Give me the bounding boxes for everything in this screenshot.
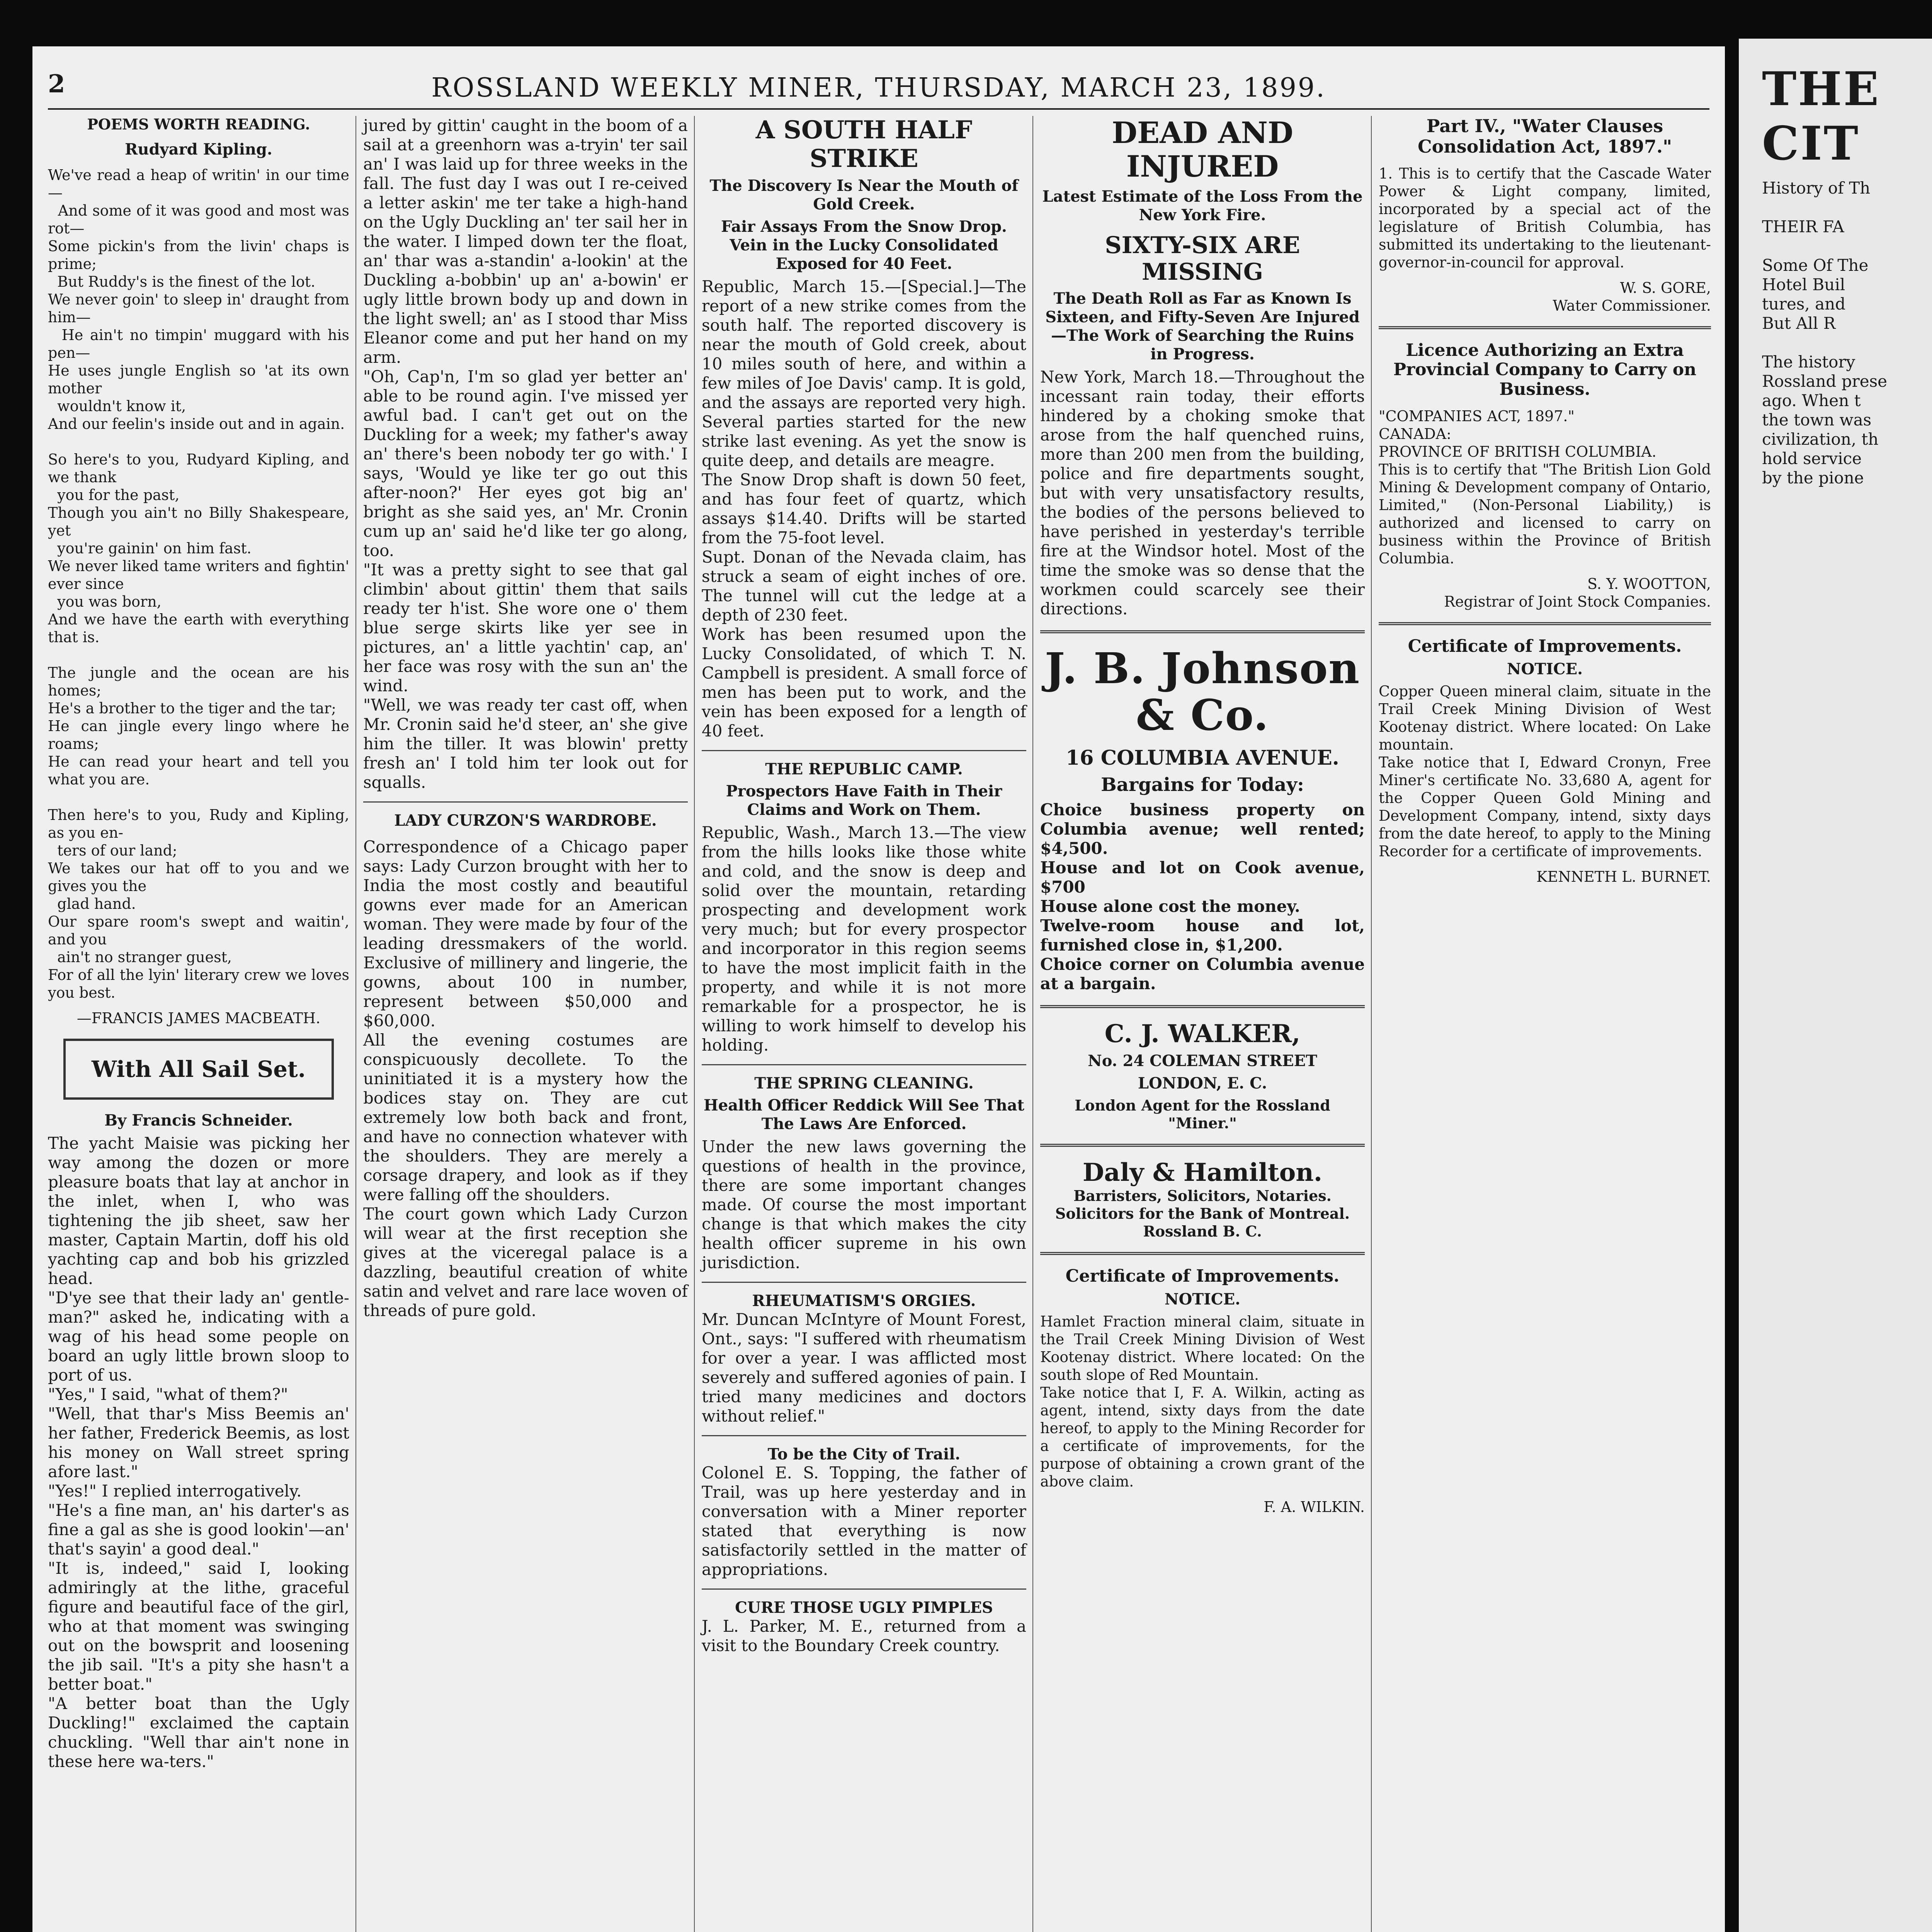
article-text: Under the new laws governing the questions of health in the province, there are some important changes made. Of course the most important change is that which makes the city health officer supreme in his own jurisdiction.	[702, 1137, 1032, 1272]
notice-heading: Part IV., "Water Clauses Consolidation Act, 1897."	[1417, 116, 1672, 157]
divider	[702, 1064, 1026, 1065]
page-number: 2	[48, 70, 65, 99]
article-text: Colonel E. S. Topping, the father of Trail, was up here yesterday and in conversation with a Miner reporter stated that everything is now satisfactorily settled in the matter of appropriations.	[702, 1463, 1032, 1579]
ad-text: Choice business property on Columbia avenue; well rented; $4,500. House and lot on Cook avenue, $700 House alone cost the money. Twelve-room house and lot, furnished close in, $1,200. Choice corner on Columbia avenue at a bargain.	[1040, 800, 1365, 993]
divider	[702, 1435, 1026, 1436]
ad-tagline: Bargains for Today:	[1101, 774, 1304, 796]
story-continued-text: jured by gittin' caught in the boom of a sail at a greenhorn was a-tryin' ter sail an' I was laid up for three weeks in the fall. The fust day I was out I re-ceived a letter askin' me ter take a high-hand on the Ugly Duckling an' ter sail her in the water. I limped down ter the float, an' thar was a-standin' a-lookin' at the Duckling a-bobbin' up an' a-bowin' er ugly little brown body up and down in the light swell; an' as I stood thar Miss Eleanor come and put her hand on my arm. "Oh, Cap'n, I'm so glad yer better an' able to be round agin. I've missed yer awful bad. I can't get out on the Duckling for a week; my father's away an' there's been nobody ter go with.' I says, 'Would ye like ter go out this after-noon?' Her eyes got big an' bright as she said yes, an' Mr. Cronin cum up an' said he'd like ter go along, too. "It was a pretty sight to see that gal climbin' about gittin' them that sails ready ter h'ist. She wore one o' them blue serge skirts like yer see in pictures, an' a little yachtin' cap, an' her face was rosy with the sun an' the wind. "Well, we was ready ter cast off, when Mr. Cronin said he'd steer, an' she give him the tiller. It was blowin' pretty fresh an' I told him ter look out for squalls.	[363, 116, 688, 792]
notice-text: "COMPANIES ACT, 1897." CANADA: PROVINCE OF BRITISH COLUMBIA. This is to certify that "The British Lion Gold Mining & Development company of Ontario, Limited," (Non-Personal Liability,) is authorized and licensed to carry on business within the Province of British Columbia.	[1379, 407, 1711, 567]
fragment-text: History of Th THEIR FA Some Of The Hotel Buil tures, and But All R The history Rossland prese ago. When t the town was civilization, th hold service by the pione	[1762, 179, 1888, 487]
column-rule	[355, 116, 356, 1932]
headline: SIXTY-SIX ARE MISSING	[1105, 231, 1300, 286]
notice-text: Copper Queen mineral claim, situate in the Trail Creek Mining Division of West Kootenay district. Where located: On Lake mountain. Take notice that I, Edward Cronyn, Free Miner's certificate No. 33,680 A, agent for the Copper Queen Gold Mining and Development Company, intend, sixty days from the date hereof, to apply to the Mining Recorder for a certificate of improvements.	[1379, 683, 1711, 860]
divider	[1040, 1144, 1365, 1147]
notice-sub: NOTICE.	[1164, 1290, 1241, 1308]
article-text: Mr. Duncan McIntyre of Mount Forest, Ont., says: "I suffered with rheumatism for over a year. I was afflicted most severely and suffered agonies of pain. I tried many medicines and doctors without relief."	[702, 1310, 1032, 1426]
poems-heading: POEMS WORTH READING.	[87, 116, 310, 133]
column-2	[363, 116, 688, 1932]
advertiser-name: C. J. WALKER,	[1104, 1019, 1301, 1048]
story-byline: By Francis Schneider.	[104, 1111, 293, 1130]
fragment-title: THE CIT	[1762, 62, 1881, 171]
article-title: THE SPRING CLEANING.	[754, 1074, 974, 1093]
column-rule	[1032, 116, 1033, 1932]
divider	[1040, 630, 1365, 633]
notice-signer: W. S. GORE,	[1620, 279, 1711, 296]
column-3	[702, 116, 1032, 1932]
poem-text: We've read a heap of writin' in our time— And some of it was good and most was rot— Some pickin's from the livin' chaps is prime; But Ruddy's is the finest of the lot. We never goin' to sleep in' draught from him— He ain't no timpin' muggard with his pen— He uses jungle English so 'at its own mother wouldn't know it, And our feelin's inside out and in again. So here's to you, Rudyard Kipling, and we thank you for the past, Though you ain't no Billy Shakespeare, yet you're gainin' on him fast. We never liked tame writers and fightin' ever since you was born, And we have the earth with everything that is. The jungle and the ocean are his homes; He's a brother to the tiger and the tar; He can jingle every lingo where he roams; He can read your heart and tell you what you are. Then here's to you, Rudy and Kipling, as you en- ters of our land; We takes our hat off to you and we gives you the glad hand. Our spare room's swept and waitin', and you ain't no stranger guest, For of all the lyin' literary crew we loves you best.	[48, 166, 349, 1001]
subheadline: The Discovery Is Near the Mouth of Gold Creek.	[709, 177, 1019, 214]
article-text: New York, March 18.—Throughout the incessant rain today, their efforts hindered by a choking smoke that arose from the half quenched ruins, more than 200 men from the building, police and fire departments sought, but with very unsatisfactory results, the bodies of the persons believed to have perished in yesterday's terrible fire at the Windsor hotel. Most of the time the smoke was so dense that the workmen could scarcely see their directions.	[1040, 367, 1370, 618]
advertiser-name: Daly & Hamilton.	[1082, 1158, 1323, 1187]
notice-signer-title: Water Commissioner.	[1553, 297, 1711, 314]
notice-sub: NOTICE.	[1507, 660, 1583, 679]
masthead-title: ROSSLAND WEEKLY MINER, THURSDAY, MARCH 23, 1899.	[431, 73, 1326, 103]
headline: DEAD AND INJURED	[1112, 116, 1293, 184]
subheadline: The Death Roll as Far as Known Is Sixteen, and Fifty-Seven Are Injured—The Work of Searching the Ruins in Progress.	[1045, 289, 1360, 363]
notice-title: Certificate of Improvements.	[1065, 1266, 1340, 1286]
story-title-box	[63, 1039, 334, 1100]
advertiser-city: LONDON, E. C.	[1138, 1074, 1267, 1093]
subheadline: Latest Estimate of the Loss From the New York Fire.	[1042, 187, 1363, 224]
column-1	[48, 116, 349, 1932]
article-title: THE REPUBLIC CAMP.	[765, 760, 963, 779]
article-text: Republic, March 15.—[Special.]—The report of a new strike comes from the south half. The reported discovery is near the mouth of Gold creek, about 10 miles south of here, and within a few miles of Joe Davis' camp. It is gold, and the assays are reported very high. Several parties started for the new strike last evening. As yet the snow is quite deep, and details are meagre. The Snow Drop shaft is down 50 feet, and has four feet of quartz, which assays $14.40. Drifts will be started from the 75-foot level. Supt. Donan of the Nevada claim, has struck a seam of eight inches of ore. The tunnel will cut the ledge at a depth of 230 feet. Work has been resumed upon the Lucky Consolidated, of which T. N. Campbell is president. A small force of men has been put to work, and the vein has been exposed for a length of 40 feet.	[702, 277, 1026, 741]
article-text: Republic, Wash., March 13.—The view from the hills looks like those white and cold, and the snow is deep and solid over the mountain, retarding prospecting and development work very much; but for every prospector and incorporator in this region seems to have the most implicit faith in the property, and while it is not more remarkable for a prospector, he is willing to work himself to develop his holding.	[702, 823, 1032, 1055]
column-5	[1379, 116, 1716, 1932]
column-rule	[694, 116, 695, 1932]
story-text: The yacht Maisie was picking her way among the dozen or more pleasure boats that lay at anchor in the inlet, when I, who was tightening the jib sheet, saw her master, Captain Martin, doff his old yachting cap and bob his grizzled head. "D'ye see that their lady an' gentle-man?" asked he, indicating with a wag of his head some people on board an ugly little brown sloop to port of us. "Yes," I said, "what of them?" "Well, that thar's Miss Beemis an' her father, Frederick Beemis, as lost his money on Wall street spring afore last." "Yes!" I replied interrogatively. "He's a fine man, an' his darter's as fine a gal as she is good lookin'—an' that's sayin' a good deal." "It is, indeed," said I, looking admiringly at the lithe, graceful figure and beautiful face of the girl, who at that moment was swinging out on the bowsprit and loosening the jib sail. "It's a pity she hasn't a better boat." "A better boat than the Ugly Duckling!" exclaimed the captain chuckling. "Well thar ain't none in these here wa-ters."	[48, 1134, 349, 1771]
divider	[702, 750, 1026, 751]
divider	[1040, 1005, 1365, 1008]
adjacent-page-fragment	[1739, 39, 1932, 1932]
ad-text: Barristers, Solicitors, Notaries. Solicitors for the Bank of Montreal. Rossland B. C.	[1055, 1187, 1350, 1240]
subheadline: Fair Assays From the Snow Drop. Vein in the Lucky Consolidated Exposed for 40 Feet.	[721, 218, 1007, 273]
article-title: LADY CURZON'S WARDROBE.	[394, 811, 657, 830]
notice-signer: F. A. WILKIN.	[1264, 1498, 1365, 1515]
notice-signer: S. Y. WOOTTON,	[1587, 575, 1711, 592]
article-text: J. L. Parker, M. E., returned from a visit to the Boundary Creek country.	[702, 1617, 1032, 1655]
article-text: Correspondence of a Chicago paper says: Lady Curzon brought with her to India the most costly and beautiful gowns ever made for an American woman. They were made by four of the leading dressmakers of the world. Exclusive of millinery and lingerie, the gowns, about 100 in number, represent between $50,000 and $60,000. All the evening costumes are conspicuously decollete. To the uninitiated it is a mystery how the bodices stay on. They are cut extremely low both back and front, and have no connection whatever with the shoulders. They are merely a corsage drapery, and look as if they were falling off the shoulders. The court gown which Lady Curzon will wear at the first reception she gives at the viceregal palace is a dazzling, beautiful creation of white satin and velvet and rare lace woven of threads of pure gold.	[363, 837, 688, 1320]
divider	[1040, 1252, 1365, 1255]
article-title: CURE THOSE UGLY PIMPLES	[735, 1599, 993, 1617]
masthead	[48, 62, 1709, 110]
notice-text: 1. This is to certify that the Cascade Water Power & Light company, limited, incorporated by a special act of the legislature of British Columbia, has submitted its undertaking to the lieutenant-governor-in-council for approval.	[1379, 165, 1716, 271]
column-4	[1040, 116, 1370, 1932]
story-title: With All Sail Set.	[91, 1056, 306, 1082]
notice-signer-title: Registrar of Joint Stock Companies.	[1444, 593, 1711, 610]
article-title: To be the City of Trail.	[767, 1445, 961, 1464]
notice-heading: Licence Authorizing an Extra Provincial Company to Carry on Business.	[1393, 340, 1697, 399]
ad-text: London Agent for the Rossland "Miner."	[1075, 1097, 1336, 1132]
poem-title: Rudyard Kipling.	[125, 140, 272, 158]
divider	[1379, 622, 1711, 625]
divider	[702, 1588, 1026, 1590]
notice-title: Certificate of Improvements.	[1408, 636, 1682, 656]
divider	[363, 801, 688, 803]
subheadline: Health Officer Reddick Will See That The Laws Are Enforced.	[703, 1096, 1025, 1133]
notice-signer: KENNETH L. BURNET.	[1536, 868, 1711, 886]
advertiser-address: 16 COLUMBIA AVENUE.	[1066, 746, 1339, 770]
headline: A SOUTH HALF STRIKE	[755, 116, 973, 173]
divider	[702, 1282, 1026, 1283]
notice-text: Hamlet Fraction mineral claim, situate in the Trail Creek Mining Division of West Kootenay district. Where located: On the south slope of Red Mountain. Take notice that I, F. A. Wilkin, acting as agent, intend, sixty days from the date hereof, to apply to the Mining Recorder for a certificate of improvements, for the purpose of obtaining a crown grant of the above claim.	[1040, 1313, 1365, 1490]
article-title: RHEUMATISM'S ORGIES.	[752, 1292, 976, 1310]
divider	[1379, 326, 1711, 329]
poem-attribution: —FRANCIS JAMES MACBEATH.	[77, 1009, 321, 1027]
advertiser-name: J. B. Johnson & Co.	[1044, 643, 1361, 740]
advertiser-address: No. 24 COLEMAN STREET	[1088, 1052, 1317, 1070]
column-rule	[1371, 116, 1372, 1932]
newspaper-page	[32, 46, 1725, 1932]
subheadline: Prospectors Have Faith in Their Claims and Work on Them.	[726, 782, 1002, 819]
